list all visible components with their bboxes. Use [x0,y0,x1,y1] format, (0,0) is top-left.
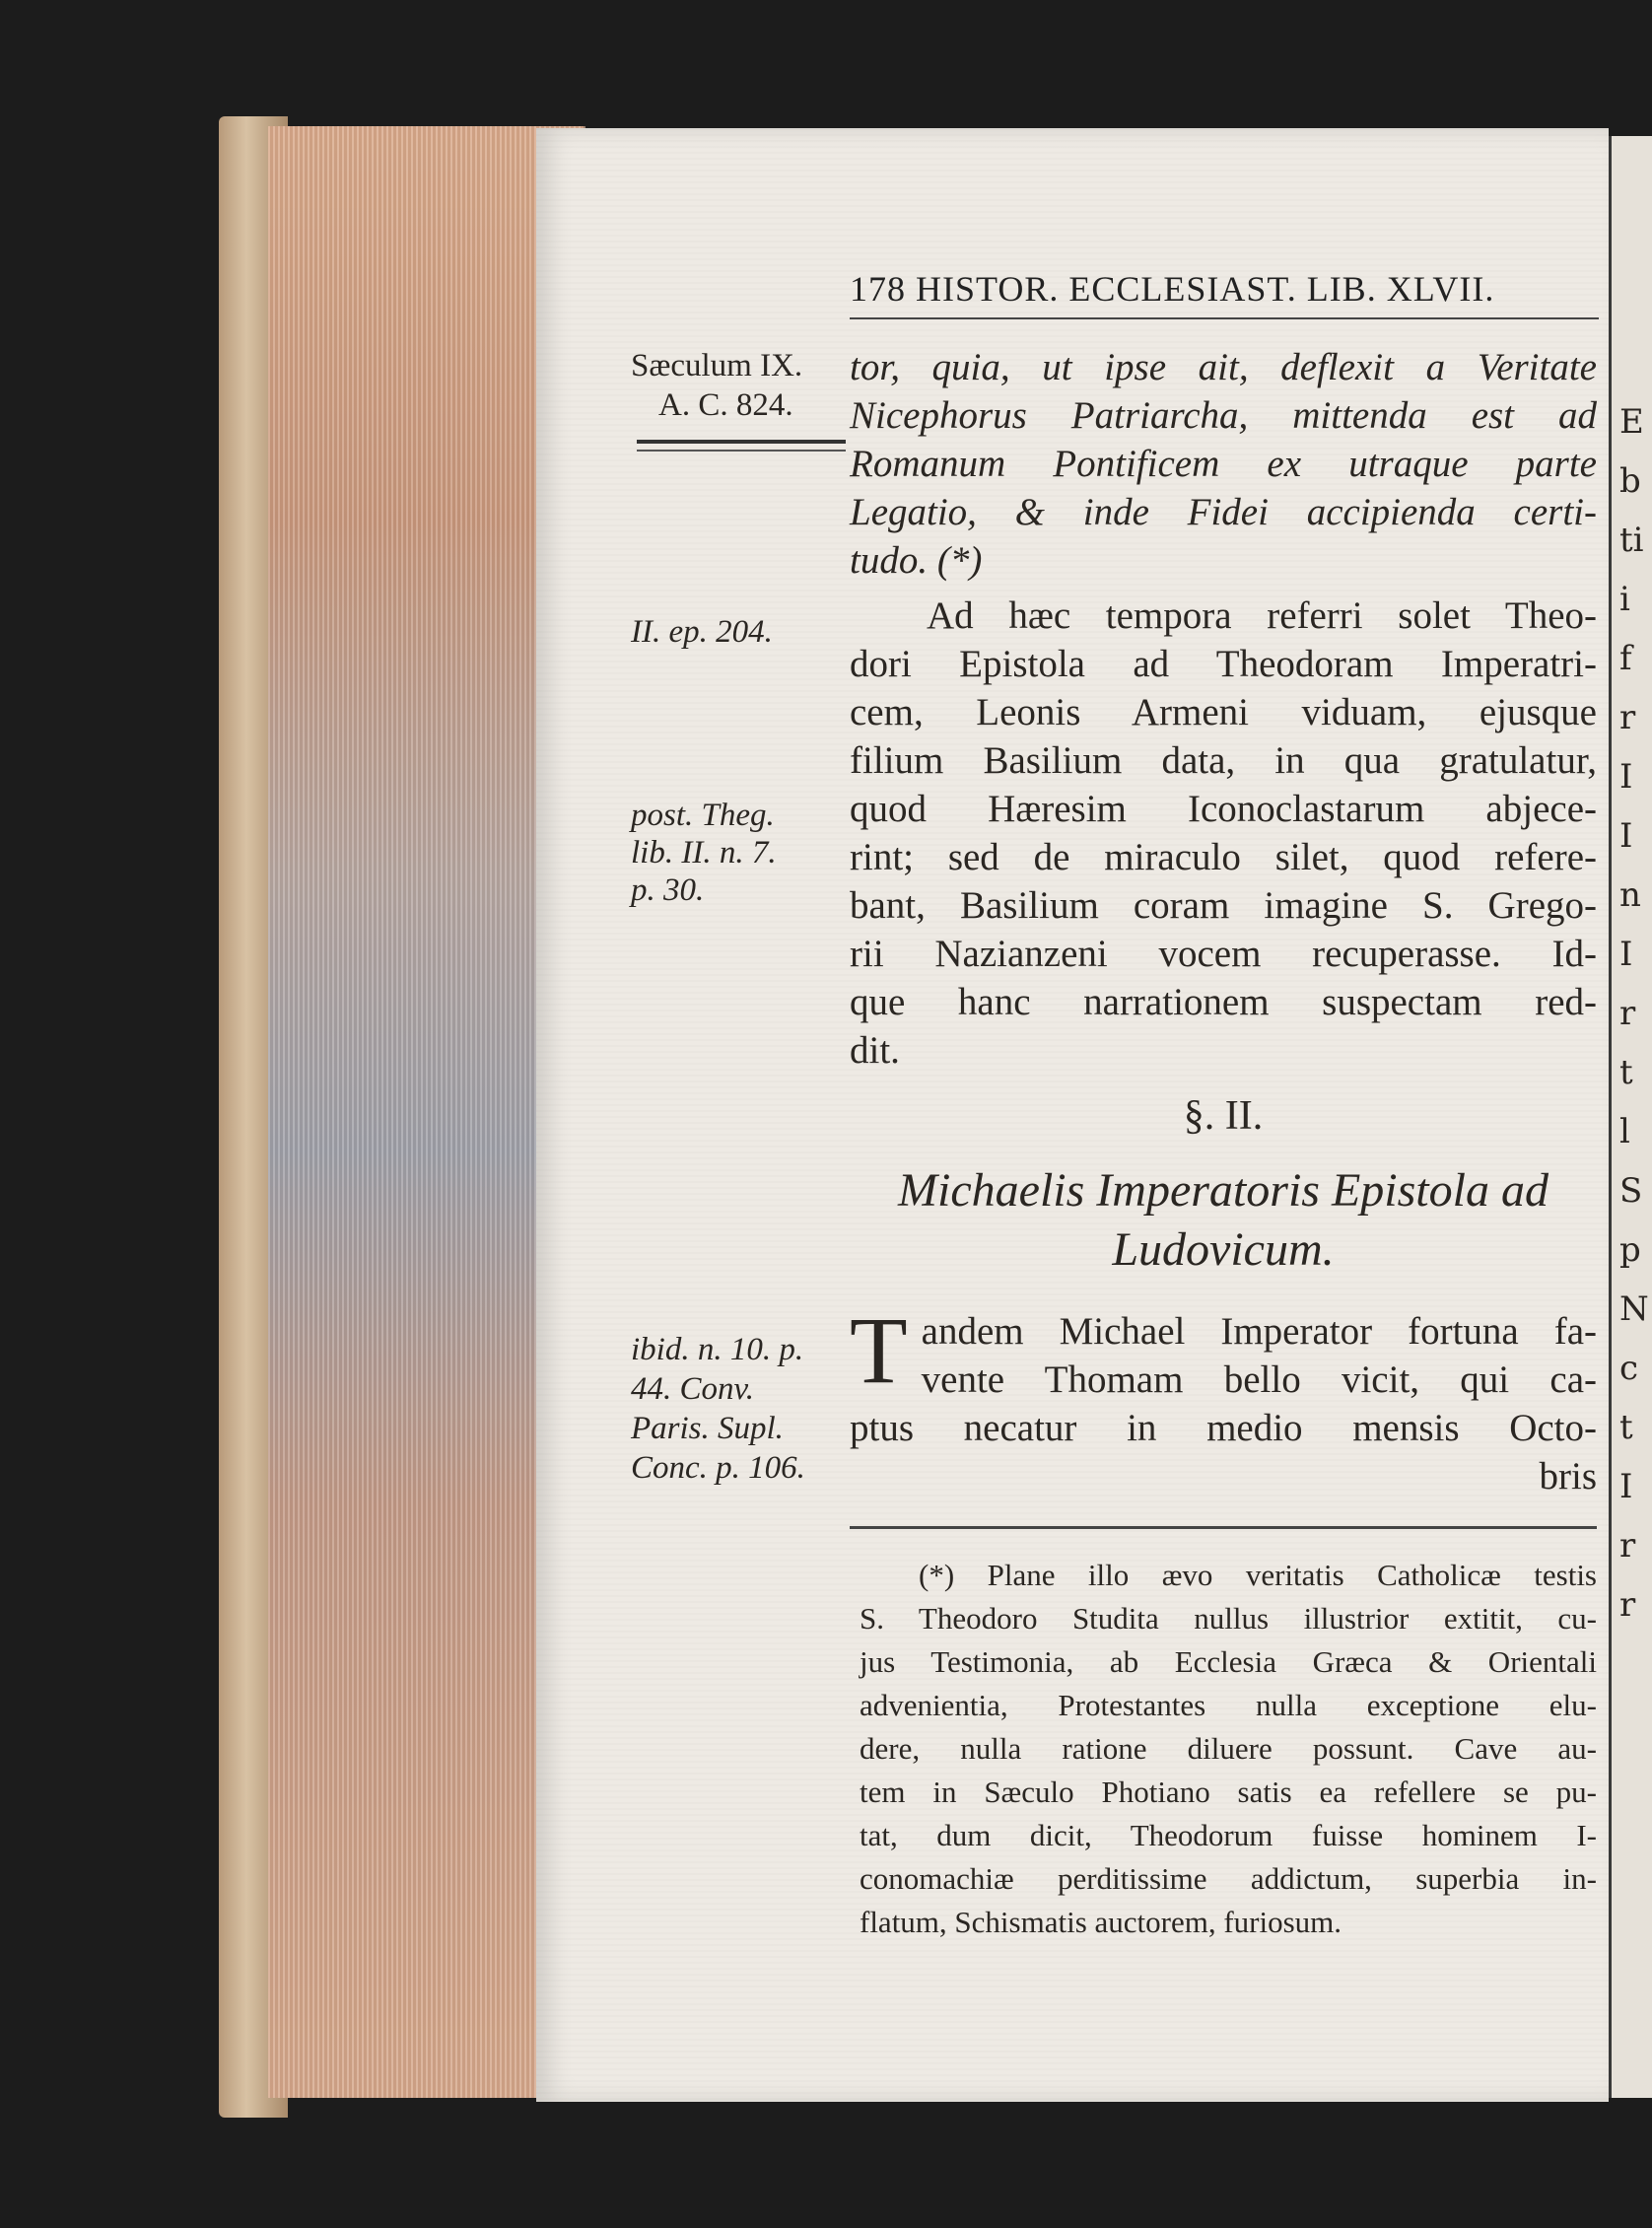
text-line: tor, quia, ut ipse ait, deflexit a Veritate [850,346,1597,388]
text-line: dit. [850,1029,900,1072]
facing-page-letter: r [1619,698,1636,737]
paragraph-theodori [850,592,1597,1075]
footnote-line: dere, nulla ratione diluere possunt. Cave au- [860,1731,1597,1766]
paragraph-michael [850,1297,1597,1500]
margin-ref-ibid-4: Conc. p. 106. [631,1450,805,1486]
facing-page-letter: I [1619,816,1633,856]
margin-ref-epistle: II. ep. 204. [631,614,773,650]
text-line: vente Thomam bello vicit, qui ca- [921,1358,1597,1401]
facing-page-letter: I [1619,1467,1633,1506]
text-line: tudo. (*) [850,539,983,582]
facing-page-letter: r [1619,994,1636,1033]
facing-page-letter: ti [1619,521,1644,560]
footnote-line: tat, dum dicit, Theodorum fuisse hominem I- [860,1818,1597,1852]
margin-saeculum: Sæculum IX. [631,348,803,383]
text-line: ptus necatur in medio mensis Octo- [850,1407,1597,1449]
facing-page-letters [1619,136,1649,1635]
footnote-line: conomachiæ perditissime addictum, superbia in- [860,1861,1597,1896]
facing-page-letter: N [1619,1289,1649,1329]
text-line: bris [1539,1455,1597,1497]
text-line: rint; sed de miraculo silet, quod refere- [850,836,1597,878]
facing-page-letter: r [1619,1585,1636,1625]
drop-cap: T [850,1297,908,1403]
running-head: 178 HISTOR. ECCLESIAST. LIB. XLVII. [850,269,1495,309]
facing-page-letter: t [1619,1408,1633,1447]
section-number: §. II. [1183,1093,1264,1139]
text-line: Legatio, & inde Fidei accipienda certi- [850,491,1597,533]
margin-ref-ibid-2: 44. Conv. [631,1371,754,1407]
text-line: Romanum Pontificem ex utraque parte [850,443,1597,485]
text-line: andem Michael Imperator fortuna fa- [921,1310,1597,1353]
margin-ref-ibid-1: ibid. n. 10. p. [631,1332,804,1367]
footnote-line: tem in Sæculo Photiano satis ea refellere se pu- [860,1775,1597,1809]
facing-page-letter: I [1619,757,1633,797]
facing-page-letter: I [1619,935,1633,974]
text-line: quod Hæresim Iconoclastarum abjece- [850,788,1597,830]
facing-page-edge [1609,136,1652,2098]
italic-passage [850,343,1597,585]
footnote-line: (*) Plane illo ævo veritatis Catholicæ testis [919,1558,1597,1592]
margin-rule-thin [637,450,846,452]
facing-page-letter: p [1619,1230,1641,1270]
margin-ref-ibid-3: Paris. Supl. [631,1411,784,1446]
section-title-line-2: Ludovicum. [1112,1223,1335,1276]
facing-page-letter: n [1619,875,1641,915]
facing-page-letter: t [1619,1053,1633,1092]
facing-page-letter: S [1619,1171,1643,1211]
text-line: bant, Basilium coram imagine S. Grego- [850,884,1597,927]
margin-anno: A. C. 824. [658,387,793,423]
margin-ref-theg-2: lib. II. n. 7. [631,835,777,870]
facing-page-letter: r [1619,1526,1636,1566]
facing-page-letter: l [1619,1112,1630,1151]
facing-page-letter: E [1619,402,1644,442]
facing-page-letter: c [1619,1349,1639,1388]
footnote-line: advenientia, Protestantes nulla exceptione elu- [860,1688,1597,1722]
footnote-line: jus Testimonia, ab Ecclesia Græca & Orientali [860,1644,1597,1679]
margin-ref-theg-1: post. Theg. [631,798,775,833]
margin-rule-thick [637,440,846,444]
footnote-line: S. Theodoro Studita nullus illustrior extitit, cu- [860,1601,1597,1636]
text-line: filium Basilium data, in qua gratulatur, [850,739,1597,782]
facing-page-letter: b [1619,461,1641,501]
section-title [850,1161,1597,1280]
footnote-line: flatum, Schismatis auctorem, furiosum. [860,1905,1342,1939]
footnote-rule [850,1526,1597,1529]
text-line: dori Epistola ad Theodoram Imperatri- [850,643,1597,685]
text-line: Ad hæc tempora referri solet Theo- [927,594,1597,637]
facing-page-letter: i [1619,580,1630,619]
text-line: cem, Leonis Armeni viduam, ejusque [850,691,1597,733]
section-title-line-1: Michaelis Imperatoris Epistola ad [898,1164,1549,1217]
text-line: rii Nazianzeni vocem recuperasse. Id- [850,933,1597,975]
footnote [860,1554,1597,1944]
header-rule [850,317,1599,319]
margin-ref-theg-3: p. 30. [631,872,705,908]
text-line: Nicephorus Patriarcha, mittenda est ad [850,394,1597,437]
text-line: que hanc narrationem suspectam red- [850,981,1597,1023]
facing-page-letter: f [1619,639,1632,678]
